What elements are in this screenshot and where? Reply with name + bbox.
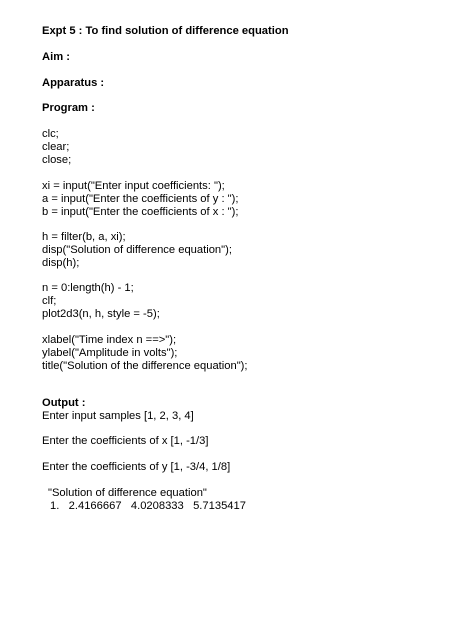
document-title: Expt 5 : To find solution of difference equation — [42, 25, 289, 37]
code-line: title("Solution of the difference equation"); — [42, 360, 248, 372]
code-line: n = 0:length(h) - 1; — [42, 282, 134, 294]
output-heading: Output : — [42, 397, 86, 409]
output-line: Enter the coefficients of x [1, -1/3] — [42, 435, 209, 447]
code-line: xlabel("Time index n ==>"); — [42, 334, 177, 346]
output-line: "Solution of difference equation" — [48, 487, 207, 499]
aim-heading: Aim : — [42, 51, 70, 63]
code-line: clf; — [42, 295, 57, 307]
code-line: clc; — [42, 128, 59, 140]
code-line: b = input("Enter the coefficients of x : "); — [42, 206, 239, 218]
code-line: ylabel("Amplitude in volts"); — [42, 347, 178, 359]
code-line: plot2d3(n, h, style = -5); — [42, 308, 160, 320]
output-line: Enter input samples [1, 2, 3, 4] — [42, 410, 194, 422]
code-line: close; — [42, 154, 72, 166]
output-line: Enter the coefficients of y [1, -3/4, 1/8] — [42, 461, 231, 473]
apparatus-heading: Apparatus : — [42, 77, 105, 89]
code-line: clear; — [42, 141, 70, 153]
program-heading: Program : — [42, 102, 95, 114]
code-line: h = filter(b, a, xi); — [42, 231, 126, 243]
output-values: 1. 2.4166667 4.0208333 5.7135417 — [50, 500, 246, 512]
code-line: a = input("Enter the coefficients of y : "); — [42, 193, 239, 205]
code-line: disp(h); — [42, 257, 80, 269]
code-line: disp("Solution of difference equation"); — [42, 244, 232, 256]
code-line: xi = input("Enter input coefficients: "); — [42, 180, 225, 192]
